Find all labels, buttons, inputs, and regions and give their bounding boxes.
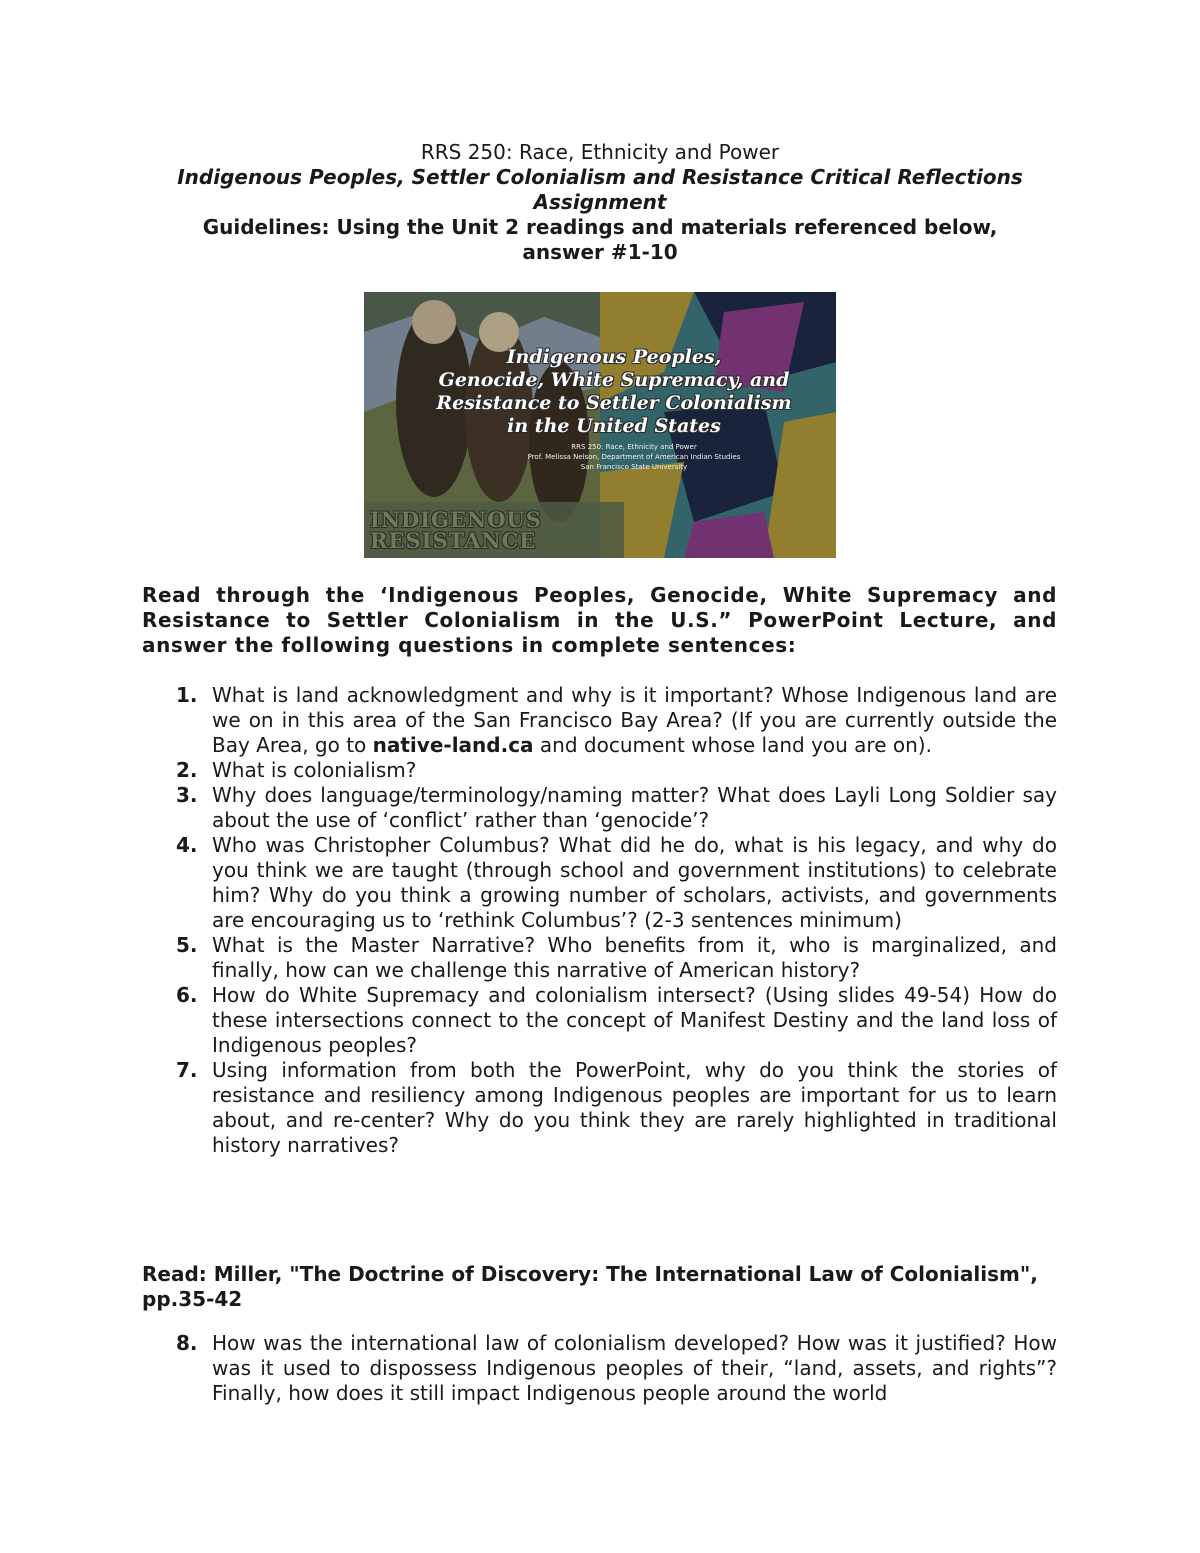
question-number: 4. <box>176 833 198 857</box>
question-number: 8. <box>176 1331 198 1355</box>
guidelines-line-1: Guidelines: Using the Unit 2 readings and materials referenced below, <box>202 215 998 239</box>
lecture-banner-image <box>364 292 836 558</box>
questions-list-2 <box>142 1331 1057 1406</box>
question-text: Why does language/terminology/naming matter? What does Layli Long Soldier say about the use of ‘conflict’ rather than ‘genocide’? <box>212 783 1057 832</box>
question-6 <box>142 983 1057 1058</box>
question-text: Who was Christopher Columbus? What did he do, what is his legacy, and why do you think we are taught (through school and government institutions) to celebrate him? Why do you think a growing number of scholars, activists, and governments are encouraging us to ‘rethink Columbus’? (2-3 sentences minimum) <box>212 833 1057 932</box>
title-block <box>140 140 1060 265</box>
question-number: 6. <box>176 983 198 1007</box>
question-8 <box>142 1331 1057 1406</box>
banner-title-line-1: Indigenous Peoples, <box>506 346 722 368</box>
native-land-link[interactable]: native-land.ca <box>372 733 534 757</box>
banner-sub-line-1: RRS 250: Race, Ethnicity and Power <box>571 443 697 451</box>
question-3 <box>142 783 1057 833</box>
question-text-part-2: and document whose land you are on). <box>533 733 932 757</box>
question-number: 2. <box>176 758 198 782</box>
banner-sub-line-3: San Francisco State University <box>580 463 688 471</box>
question-5 <box>142 933 1057 983</box>
question-2 <box>142 758 1057 783</box>
section1-intro: Read through the ‘Indigenous Peoples, Genocide, White Supremacy and Resistance to Settler Colonialism in the U.S.” PowerPoint Lecture, and answer the following questions in complete sentences: <box>142 583 1057 657</box>
banner-title <box>404 346 824 438</box>
question-text: What is colonialism? <box>212 758 417 782</box>
banner-title-line-4: in the United States <box>507 415 721 437</box>
question-text-part-1: What is land acknowledgment and why is it important? Whose Indigenous land are we on in this area of the San Francisco Bay Area? (If you are currently outside the Bay Area, go to <box>212 683 1057 757</box>
question-text: Using information from both the PowerPoint, why do you think the stories of resistance and resiliency among Indigenous peoples are important for us to learn about, and re-center? Why do you think they are rarely highlighted in traditional history narratives? <box>212 1058 1057 1157</box>
assignment-title-line-1: Indigenous Peoples, Settler Colonialism and Resistance Critical Reflections <box>177 165 1023 189</box>
question-text: What is the Master Narrative? Who benefits from it, who is marginalized, and finally, how can we challenge this narrative of American history? <box>212 933 1057 982</box>
course-title: RRS 250: Race, Ethnicity and Power <box>420 140 780 164</box>
guidelines-line-2: answer #1-10 <box>522 240 678 264</box>
banner-title-line-2: Genocide, White Supremacy, and <box>438 369 790 391</box>
question-number: 3. <box>176 783 198 807</box>
question-text: How was the international law of colonialism developed? How was it justified? How was it used to dispossess Indigenous peoples of their, “land, assets, and rights”? Finally, how does it still impact Indigenous people around the world <box>212 1331 1057 1405</box>
question-number: 7. <box>176 1058 198 1082</box>
banner-sub-line-2: Prof. Melissa Nelson, Department of American Indian Studies <box>527 453 741 461</box>
question-text: How do White Supremacy and colonialism intersect? (Using slides 49-54) How do these intersections connect to the concept of Manifest Destiny and the land loss of Indigenous peoples? <box>212 983 1057 1057</box>
questions-list-1 <box>142 683 1057 1158</box>
banner-resist-line-2: RESISTANCE <box>370 528 537 553</box>
question-4 <box>142 833 1057 933</box>
assignment-title-line-2: Assignment <box>533 190 667 214</box>
section2-heading: Read: Miller, "The Doctrine of Discovery: The International Law of Colonialism", pp.35-42 <box>142 1262 1038 1311</box>
banner-title-line-3: Resistance to Settler Colonialism <box>436 392 792 414</box>
question-7 <box>142 1058 1057 1158</box>
question-1 <box>142 683 1057 758</box>
question-number: 1. <box>176 683 198 707</box>
banner-resist-line-1: INDIGENOUS <box>370 507 542 532</box>
banner-subtitle <box>484 442 784 472</box>
banner-resistance-stamp <box>370 509 630 551</box>
question-number: 5. <box>176 933 198 957</box>
